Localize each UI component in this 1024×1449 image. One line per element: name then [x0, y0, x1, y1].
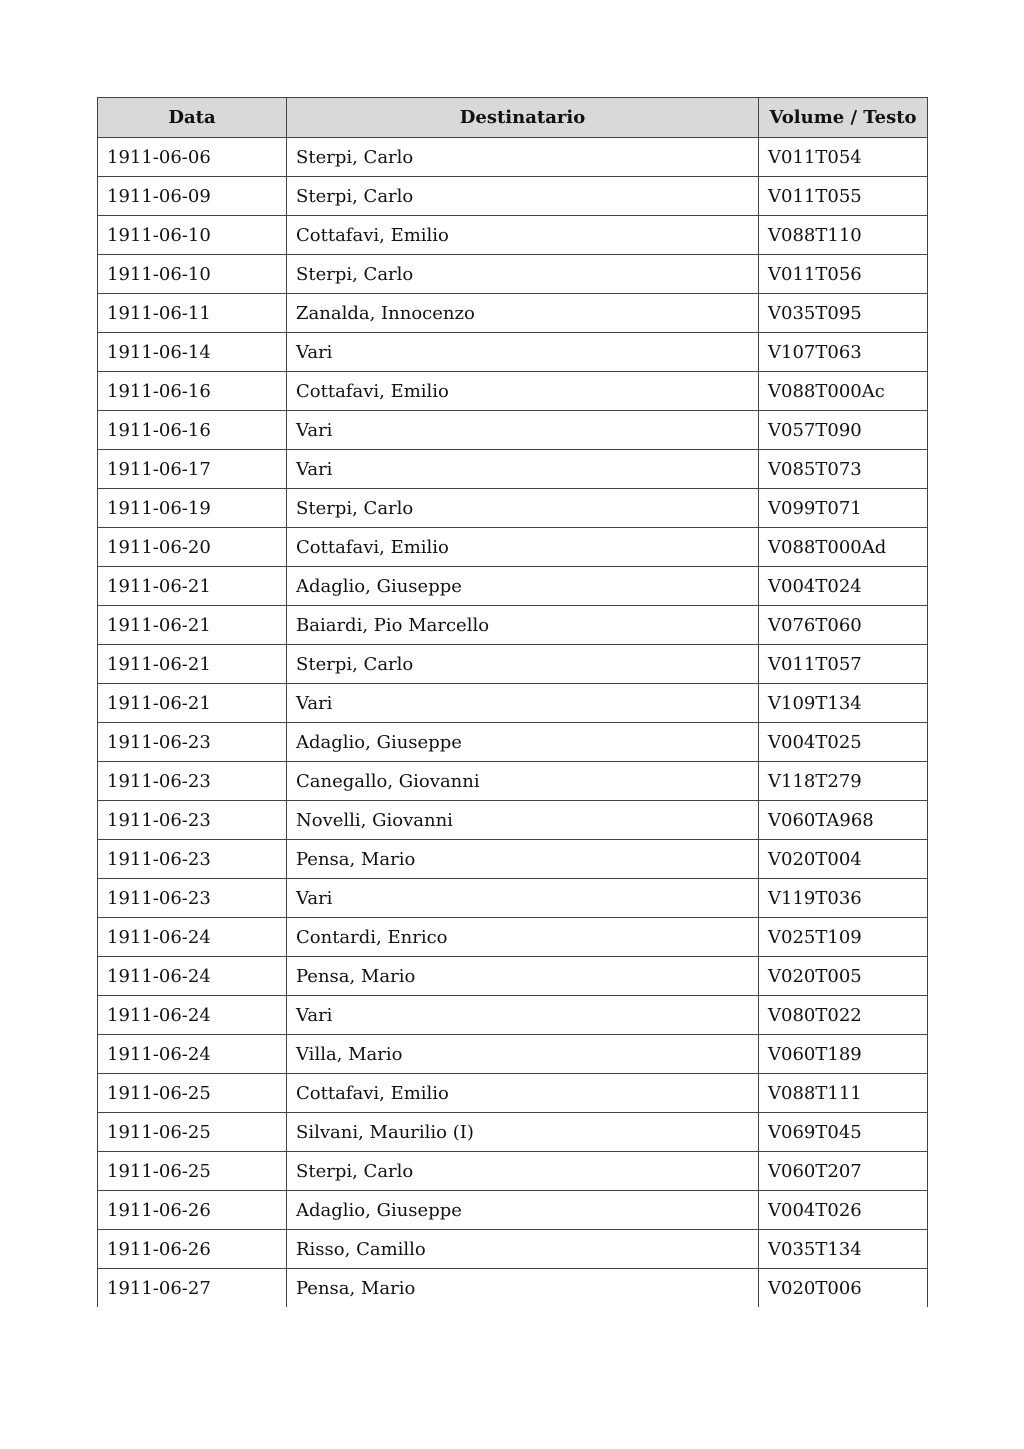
table-row [98, 606, 928, 645]
table-row [98, 528, 928, 567]
recipient-cell: Silvani, Maurilio (I) [287, 1113, 759, 1152]
date-cell: 1911-06-23 [98, 840, 287, 879]
table-header-row [98, 98, 928, 138]
table-row [98, 333, 928, 372]
letters-table [97, 97, 928, 1307]
table-row [98, 762, 928, 801]
recipient-cell: Zanalda, Innocenzo [287, 294, 759, 333]
recipient-cell: Sterpi, Carlo [287, 489, 759, 528]
date-cell: 1911-06-23 [98, 801, 287, 840]
volume-text-cell: V011T057 [759, 645, 928, 684]
volume-text-cell: V118T279 [759, 762, 928, 801]
date-cell: 1911-06-10 [98, 255, 287, 294]
table-row [98, 840, 928, 879]
table-row [98, 918, 928, 957]
recipient-cell: Villa, Mario [287, 1035, 759, 1074]
date-cell: 1911-06-16 [98, 372, 287, 411]
column-header-data: Data [98, 98, 287, 138]
volume-text-cell: V004T026 [759, 1191, 928, 1230]
volume-text-cell: V119T036 [759, 879, 928, 918]
date-cell: 1911-06-24 [98, 957, 287, 996]
table-row [98, 216, 928, 255]
volume-text-cell: V069T045 [759, 1113, 928, 1152]
recipient-cell: Baiardi, Pio Marcello [287, 606, 759, 645]
volume-text-cell: V060T189 [759, 1035, 928, 1074]
volume-text-cell: V011T054 [759, 138, 928, 177]
recipient-cell: Adaglio, Giuseppe [287, 1191, 759, 1230]
table-row [98, 1191, 928, 1230]
volume-text-cell: V020T004 [759, 840, 928, 879]
date-cell: 1911-06-19 [98, 489, 287, 528]
table-row [98, 1074, 928, 1113]
table-row [98, 1035, 928, 1074]
recipient-cell: Pensa, Mario [287, 957, 759, 996]
date-cell: 1911-06-24 [98, 1035, 287, 1074]
table-row [98, 684, 928, 723]
table-row [98, 1113, 928, 1152]
recipient-cell: Contardi, Enrico [287, 918, 759, 957]
volume-text-cell: V025T109 [759, 918, 928, 957]
date-cell: 1911-06-06 [98, 138, 287, 177]
table-row [98, 489, 928, 528]
volume-text-cell: V076T060 [759, 606, 928, 645]
date-cell: 1911-06-23 [98, 762, 287, 801]
table-row [98, 177, 928, 216]
recipient-cell: Vari [287, 411, 759, 450]
volume-text-cell: V088T111 [759, 1074, 928, 1113]
date-cell: 1911-06-26 [98, 1191, 287, 1230]
volume-text-cell: V088T000Ad [759, 528, 928, 567]
table-row [98, 996, 928, 1035]
date-cell: 1911-06-21 [98, 606, 287, 645]
table-row [98, 1269, 928, 1308]
volume-text-cell: V011T055 [759, 177, 928, 216]
recipient-cell: Vari [287, 684, 759, 723]
volume-text-cell: V099T071 [759, 489, 928, 528]
recipient-cell: Cottafavi, Emilio [287, 1074, 759, 1113]
date-cell: 1911-06-20 [98, 528, 287, 567]
recipient-cell: Vari [287, 996, 759, 1035]
volume-text-cell: V004T025 [759, 723, 928, 762]
volume-text-cell: V035T095 [759, 294, 928, 333]
recipient-cell: Sterpi, Carlo [287, 645, 759, 684]
recipient-cell: Sterpi, Carlo [287, 1152, 759, 1191]
date-cell: 1911-06-17 [98, 450, 287, 489]
recipient-cell: Cottafavi, Emilio [287, 528, 759, 567]
date-cell: 1911-06-11 [98, 294, 287, 333]
recipient-cell: Vari [287, 450, 759, 489]
date-cell: 1911-06-24 [98, 918, 287, 957]
document-page [97, 97, 927, 1307]
recipient-cell: Vari [287, 333, 759, 372]
column-header-destinatario: Destinatario [287, 98, 759, 138]
volume-text-cell: V060T207 [759, 1152, 928, 1191]
volume-text-cell: V060TA968 [759, 801, 928, 840]
table-row [98, 801, 928, 840]
date-cell: 1911-06-27 [98, 1269, 287, 1308]
recipient-cell: Adaglio, Giuseppe [287, 567, 759, 606]
table-row [98, 957, 928, 996]
recipient-cell: Sterpi, Carlo [287, 255, 759, 294]
recipient-cell: Cottafavi, Emilio [287, 372, 759, 411]
date-cell: 1911-06-25 [98, 1113, 287, 1152]
table-row [98, 411, 928, 450]
volume-text-cell: V088T110 [759, 216, 928, 255]
table-row [98, 567, 928, 606]
table-row [98, 294, 928, 333]
recipient-cell: Sterpi, Carlo [287, 138, 759, 177]
recipient-cell: Risso, Camillo [287, 1230, 759, 1269]
date-cell: 1911-06-24 [98, 996, 287, 1035]
date-cell: 1911-06-14 [98, 333, 287, 372]
date-cell: 1911-06-16 [98, 411, 287, 450]
date-cell: 1911-06-21 [98, 567, 287, 606]
table-row [98, 138, 928, 177]
volume-text-cell: V080T022 [759, 996, 928, 1035]
recipient-cell: Novelli, Giovanni [287, 801, 759, 840]
table-row [98, 255, 928, 294]
volume-text-cell: V020T006 [759, 1269, 928, 1308]
recipient-cell: Vari [287, 879, 759, 918]
volume-text-cell: V107T063 [759, 333, 928, 372]
table-row [98, 645, 928, 684]
table-row [98, 1230, 928, 1269]
date-cell: 1911-06-09 [98, 177, 287, 216]
table-row [98, 450, 928, 489]
date-cell: 1911-06-25 [98, 1152, 287, 1191]
volume-text-cell: V035T134 [759, 1230, 928, 1269]
recipient-cell: Pensa, Mario [287, 1269, 759, 1308]
recipient-cell: Adaglio, Giuseppe [287, 723, 759, 762]
date-cell: 1911-06-26 [98, 1230, 287, 1269]
volume-text-cell: V109T134 [759, 684, 928, 723]
date-cell: 1911-06-23 [98, 879, 287, 918]
recipient-cell: Cottafavi, Emilio [287, 216, 759, 255]
volume-text-cell: V011T056 [759, 255, 928, 294]
volume-text-cell: V088T000Ac [759, 372, 928, 411]
volume-text-cell: V057T090 [759, 411, 928, 450]
recipient-cell: Pensa, Mario [287, 840, 759, 879]
volume-text-cell: V020T005 [759, 957, 928, 996]
table-row [98, 372, 928, 411]
table-row [98, 879, 928, 918]
date-cell: 1911-06-21 [98, 645, 287, 684]
recipient-cell: Canegallo, Giovanni [287, 762, 759, 801]
date-cell: 1911-06-25 [98, 1074, 287, 1113]
column-header-volume-testo: Volume / Testo [759, 98, 928, 138]
date-cell: 1911-06-23 [98, 723, 287, 762]
recipient-cell: Sterpi, Carlo [287, 177, 759, 216]
date-cell: 1911-06-21 [98, 684, 287, 723]
date-cell: 1911-06-10 [98, 216, 287, 255]
volume-text-cell: V004T024 [759, 567, 928, 606]
table-body [98, 138, 928, 1308]
volume-text-cell: V085T073 [759, 450, 928, 489]
table-row [98, 1152, 928, 1191]
table-row [98, 723, 928, 762]
